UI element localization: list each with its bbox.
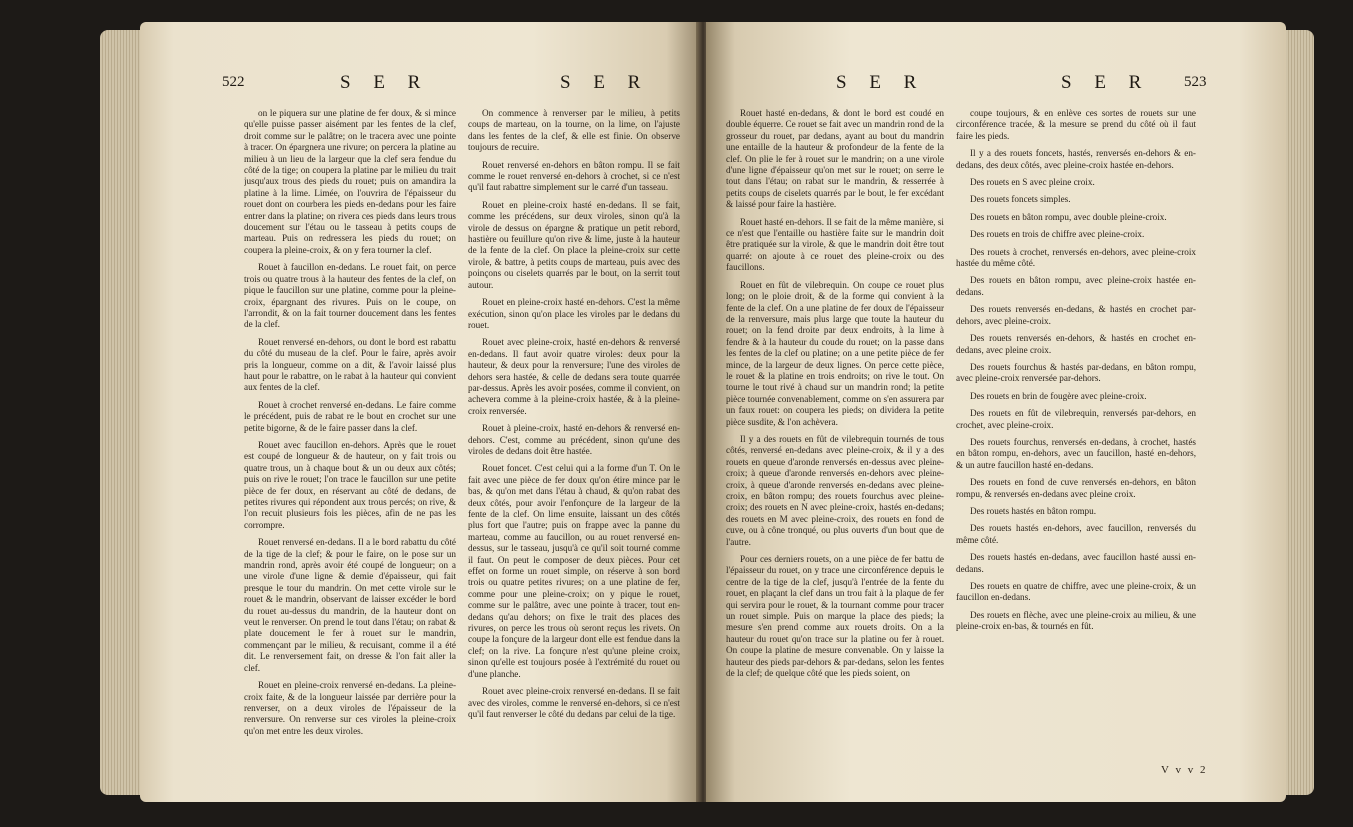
paragraph: Rouet foncet. C'est celui qui a la forme d'un T. On le fait avec une pièce de fer doux qu'on étire mince par le bas, & qu'on met dans l'étau à chaud, & qu'on rabat des deux côtés, pour avoir l'enfonçure de la largeur de la fente de la clef. On lime ensuite, laissant un des côtés plus fort que l'autre; puis on frappe avec la panne du marteau, comme au faucillon, ou au rouet renversé en-dessus, sur le tasseau, jusqu'à ce qu'il soit tourné comme il faut. On peut le composer de deux pièces. Pour cet effet on forme un rouet simple, on réserve à son bord trois ou quatre petites rivures; on a une platine de fer, comme pour une pleine-croix; on y pique le rouet, comme sur le palâtre, avec une pointe à tracer, tout en-dedans qu'au dehors; on fixe le trait des places des rivures, on perce les trous où seront reçus les rivets. On coupe la fonçure de la largeur dont elle est fendue dans la clef; on la rive. La fonçure n'est qu'une pleine croix, sinon qu'elle est toujours posée à l'extrémité du rouet ou d'une planche. [468, 463, 680, 679]
signature-mark: V v v 2 [1161, 764, 1208, 776]
right-page-number: 523 [1184, 74, 1207, 90]
paragraph: Des rouets en fût de vilebrequin, renversés par-dehors, en crochet, avec pleine-croix. [956, 408, 1196, 430]
paragraph: Des rouets en brin de fougère avec pleine-croix. [970, 390, 1147, 401]
right-column-2 [956, 108, 1196, 788]
left-running-head-col1: S E R [340, 72, 430, 93]
paragraph: Des rouets renversés en-dehors, & hastés en crochet en-dedans, avec pleine croix. [956, 333, 1196, 355]
paragraph: Rouet renversé en-dedans. Il a le bord rabattu du côté de la tige de la clef; & pour le faire, on le pose sur un mandrin rond, après avoir été coupé de longueur; on a une virole d'une ligne & demie d'épaisseur, qui fait presque le tour du mandrin. On met cette virole sur le rouet & le mandrin, observant de laisser excéder le bord du rouet au-dessus du mandrin, de la hauteur dont on veut le renverser. On prend le tout dans l'étau; on rabat & plate doucement le fer à rouet sur le mandrin, commençant par le milieu, & recuisant, comme il a été dit. Le renversement fait, on dresse & l'on fait aller la clef. [244, 537, 456, 673]
left-column-2 [468, 108, 680, 788]
paragraph: Il y a des rouets en fût de vilebrequin tournés de tous côtés, renversé en-dedans avec pleine-croix, & il y a des rouets en queue d'aronde renversés en-dessus avec pleine-croix; à queue d'aronde renversés en-dehors avec pleine-croix, à queue d'aronde renversés en-dedans avec pleine-croix, en bâton rompu; des rouets fourchus avec pleine-croix; des rouets en N avec pleine-croix, hastés en-dedans; des rouets en M avec pleine-croix, des rouets en fond de cuve, ou à cône tronqué, ou plus ouverts d'un bout que de l'autre. [726, 433, 944, 547]
paragraph: Des rouets fourchus, renversés en-dedans, à crochet, hastés en bâton rompu, en-dehors, avec un faucillon, hasté en-dehors, & un autre faucillon hasté en-dedans. [956, 436, 1196, 470]
paragraph: Rouet à pleine-croix, hasté en-dehors & renversé en-dehors. C'est, comme au précédent, sinon qu'une des viroles de dedans doit être hastée. [468, 423, 680, 456]
left-column-1 [244, 108, 456, 788]
paragraph: Des rouets en bâton rompu, avec double pleine-croix. [970, 211, 1167, 222]
paragraph: Rouet à crochet renversé en-dedans. Le faire comme le précédent, puis de rabat re le bout en crochet sur une petite bigorne, & de le faire passer dans la clef. [244, 399, 456, 433]
paragraph: Des rouets foncets simples. [970, 194, 1071, 205]
paragraph: Des rouets hastés en-dedans, avec faucillon hasté aussi en-dedans. [956, 552, 1196, 574]
paragraph: Des rouets renversés en-dedans, & hastés en crochet par-dehors, avec pleine-croix. [956, 304, 1196, 326]
paragraph: Rouet hasté en-dedans, & dont le bord est coudé en double équerre. Ce rouet se fait avec un mandrin rond de la grosseur du rouet, par dedans, ayant au bout du mandrin une entaille de la hauteur & profondeur de la fente de la clef. On plie le fer à rouet sur le mandrin; on a une virole d'une ligne d'épaisseur qu'on met sur le rouet; on serre le tout dans l'étau; on rabat sur le mandrin, & resserrée à petits coups de ciselets quarrés par le bout, le fer excédant & laissé pour faire la hastière. [726, 108, 944, 210]
paragraph: Rouet renversé en-dehors en bâton rompu. Il se fait comme le rouet renversé en-dehors à crochet, si ce n'est qu'il faut rabattre simplement sur le carré d'un tasseau. [468, 159, 680, 193]
paragraph: on le piquera sur une platine de fer doux, & si mince qu'elle puisse passer aisément par les fentes de la clef, droit comme sur le palâtre; on le tracera avec une pointe à tracer. On épargnera une rivure; on percera la platine au milieu à un lieu de la largeur que la clef sera fendue du côté de la tige; on coupera la platine par le milieu du trait jusqu'aux trous des pieds du rouet; puis on amandira la platine à la lime. Limée, on l'ouvrira de l'épaisseur du rouet dont on courbera les pieds en-dedans pour les faire entrer dans la platine; on rivera ces pieds dans leurs trous doucement sur l'étau ou le tasseau à petits coups de marteau. Puis on redressera les pieds du rouet; on coupera la pleine-croix, & on y fera tourner la clef. [244, 108, 456, 255]
paragraph: Des rouets hastés en-dehors, avec faucillon, renversés du même côté. [956, 523, 1196, 545]
paragraph: Rouet avec faucillon en-dehors. Après que le rouet est coupé de longueur & de hauteur, on y fait trois ou quatre trous, un à chaque bout & un ou deux aux côtés; puis on rive le rouet; l'on trace le faucillon sur une petite pièce de fer doux, en réservant au côté de dedans, de petites rivures qui répondent aux trous percés; on rive, & l'on recuit plusieurs fois les pièces, afin de ne pas les corrompre. [244, 439, 456, 530]
paragraph: Rouet avec pleine-croix, hasté en-dehors & renversé en-dedans. Il faut avoir quatre viroles: deux pour la hauteur, & deux pour la renversure; l'une des viroles de dehors sera hastée, & celle de dedans sera toute quarrée par-dessus. Après les avoir posées, comme il convient, on achevera comme à la pleine-croix hastée, & à la pleine-croix renversée. [468, 337, 680, 416]
right-running-head-col1: S E R [836, 72, 926, 93]
paragraph: Des rouets en quatre de chiffre, avec une pleine-croix, & un faucillon en-dedans. [956, 581, 1196, 603]
paragraph: Il y a des rouets foncets, hastés, renversés en-dehors & en-dedans, des deux côtés, avec pleine-croix hastée en-dehors. [956, 148, 1196, 170]
paragraph: coupe toujours, & en enlève ces sortes de rouets sur une circonférence tracée, & la mesure se prend du côté où il faut faire les pieds. [956, 108, 1196, 141]
paragraph: Rouet à faucillon en-dedans. Le rouet fait, on perce trois ou quatre trous à la hauteur des fentes de la clef, on pique le faucillon sur une platine, comme pour la pleine-croix, épargnant des rivures. Puis on le coupe, on l'arrondit, & on la fait tourner doucement dans les fentes de la clef. [244, 262, 456, 330]
paragraph: Rouet hasté en-dehors. Il se fait de la même manière, si ce n'est que l'entaille ou hastière faite sur le mandrin doit être pratiquée sur la virole, & que le mandrin doit être tout quarré: on ajoute à ce rouet des pleine-croix ou des faucillons. [726, 216, 944, 273]
left-page-number: 522 [222, 74, 245, 90]
right-running-head-col2: S E R [1061, 72, 1151, 93]
left-page [140, 22, 700, 802]
paragraph: Rouet avec pleine-croix renversé en-dedans. Il se fait avec des viroles, comme le renversé en-dehors, si ce n'est qu'il faut renverser le côté du dedans par celui de la tige. [468, 686, 680, 719]
right-column-1 [726, 108, 944, 788]
paragraph: Rouet en pleine-croix hasté en-dehors. C'est la même exécution, sinon qu'on place les viroles par le dedans du rouet. [468, 297, 680, 330]
paragraph: Des rouets fourchus & hastés par-dedans, en bâton rompu, avec pleine-croix renversée par-dehors. [956, 361, 1196, 384]
paragraph: Des rouets hastés en bâton rompu. [970, 505, 1097, 516]
paragraph: Rouet en fût de vilebrequin. On coupe ce rouet plus long; on le ploie droit, & de la forme qui convient à la fente de la clef. On a une platine de fer doux de l'épaisseur de la renversure, mais plus large que toute la hauteur du rouet; on la fend droite par deux endroits, à la lime à fendre & à la hauteur du coude du rouet; on la passe dans les fentes de la clef ou platine; on a une petite pièce de fer mince, de la largeur de deux lignes. On perce cette pièce, le rouet & la platine en trois endroits; on rive le tout. On tourne le tout rivé à chaud sur un mandrin rond; la petite pièce tournée convenablement, comme on s'en assurera par un faux rouet: on coupera les pieds; on dividera la petite pièce susdite, & l'on achèvera. [726, 279, 944, 427]
paragraph: Rouet en pleine-croix hasté en-dedans. Il se fait, comme les précédens, sur deux viroles, sinon qu'à la virole de dessus on épargne & pratique un petit rebord, hastière ou feuillure qu'on rive & lime, juste à la hauteur de la fente de la clef. On place la pleine-croix sur cette virole, & battre, à petits coups de marteau, puis avec des poinçons ou ciselets quarrés par le bout, on la serrit tout autour. [468, 199, 680, 290]
right-page [706, 22, 1286, 802]
paragraph: Des rouets en flèche, avec une pleine-croix au milieu, & une pleine-croix en-bas, & tournés en fût. [956, 609, 1196, 632]
paragraph: On commence à renverser par le milieu, à petits coups de marteau, on la tourne, on la lime, on l'ajuste dans les fentes de la clef, & elle est finie. On observe toujours de recuire. [468, 108, 680, 153]
right-page-edges [1282, 30, 1314, 795]
paragraph: Rouet en pleine-croix renversé en-dedans. La pleine-croix faite, & de la longueur laissée par derrière pour la renverser, on a deux viroles de l'épaisseur de la renversure. On renverse sur ces viroles la pleine-croix qu'on met entre les deux viroles. [244, 680, 456, 736]
left-running-head-col2: S E R [560, 72, 650, 93]
paragraph: Des rouets en trois de chiffre avec pleine-croix. [970, 229, 1145, 240]
paragraph: Des rouets en fond de cuve renversés en-dehors, en bâton rompu, & renversés en-dedans avec pleine croix. [956, 477, 1196, 499]
paragraph: Des rouets à crochet, renversés en-dehors, avec pleine-croix hastée du même côté. [956, 246, 1196, 269]
left-page-edges [100, 30, 144, 795]
paragraph: Pour ces derniers rouets, on a une pièce de fer battu de l'épaisseur du rouet, on y trace une circonférence depuis le centre de la tige de la clef, jusqu'à l'entrée de la fente du rouet, en plaçant la clef dans un trou fait à la plaque de fer qui servira pour le rouet, & la tournant comme pour tracer un rouet simple. Puis on marque la place des pieds; la mesure s'en prend comme aux rouets droits. On a la hauteur du rouet qu'on trace sur la platine ou fer à rouet. On coupe la platine de mesure convenable. On y laisse la hauteur des pieds par-dehors & par-dedans, selon les fentes de la clef; de quelque côté que les pieds soient, on [726, 554, 944, 679]
paragraph: Des rouets en bâton rompu, avec pleine-croix hastée en-dedans. [956, 275, 1196, 297]
paragraph: Des rouets en S avec pleine croix. [970, 177, 1095, 188]
paragraph: Rouet renversé en-dehors, ou dont le bord est rabattu du côté du museau de la clef. Pour le faire, après avoir pris la longueur, comme on a dit, & l'avoir laissé plus haut pour le rabattre, on le rabat à la hauteur qui convient aux fentes de la clef. [244, 336, 456, 393]
